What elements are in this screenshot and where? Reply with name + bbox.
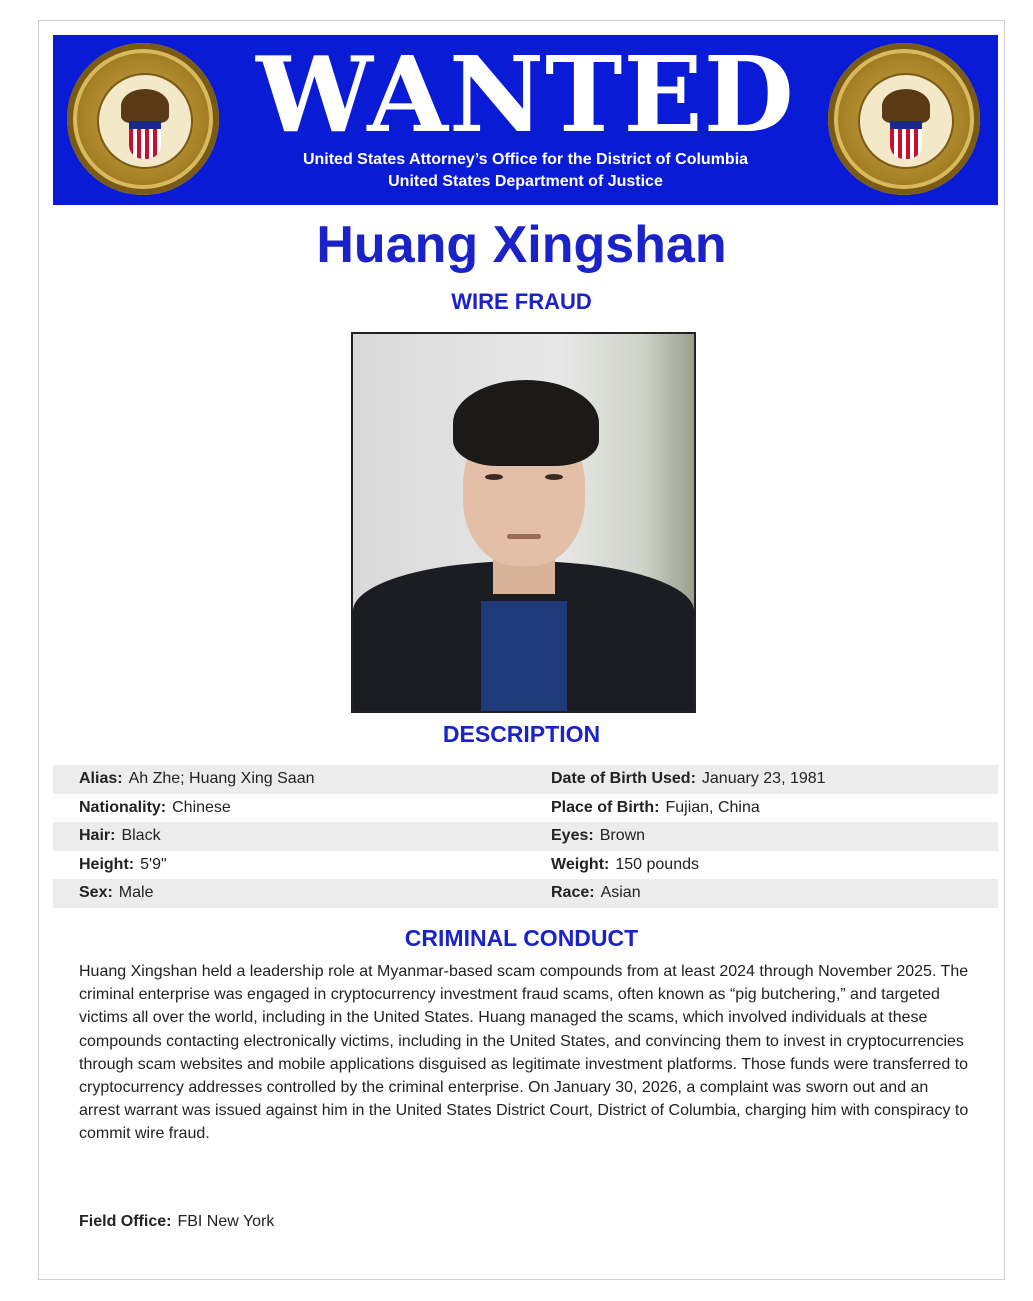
field-value: Black [121,827,161,845]
description-row [53,851,998,880]
wanted-title: WANTED [256,33,795,156]
description-table [53,765,998,908]
field-label: Eyes: [551,827,594,845]
field-label: Height: [79,855,135,873]
field-label: Nationality: [79,798,167,816]
field-label: Date of Birth Used: [551,770,696,788]
field-value: Asian [600,884,641,902]
description-row [53,822,998,851]
field-value: Fujian, China [665,798,760,816]
subject-charge: WIRE FRAUD [451,289,592,314]
field-value: Brown [599,827,646,845]
field-value: 5'9" [140,855,167,873]
field-office [79,1213,274,1231]
field-office-value: FBI New York [177,1213,275,1230]
field-value: Ah Zhe; Huang Xing Saan [128,770,315,788]
banner-department-line: United States Department of Justice [388,173,663,190]
doj-seal-icon [828,43,980,195]
subject-name: Huang Xingshan [316,216,727,274]
field-office-label: Field Office: [79,1213,172,1230]
criminal-conduct-heading: CRIMINAL CONDUCT [404,925,639,951]
field-value: 150 pounds [615,855,699,873]
field-label: Hair: [79,827,116,845]
banner-office-line: United States Attorney’s Office for the District of Columbia [302,151,749,168]
field-value: Male [118,884,154,902]
field-label: Weight: [551,855,610,873]
criminal-conduct-text: Huang Xingshan held a leadership role at Myanmar-based scam compounds from at least 2024 through November 2025. The criminal enterprise was engaged in cryptocurrency investment fraud scams, often known as “pig butchering,” and targeted victims all over the world, including in the United States. Huang managed the scams, which involved individuals at these compounds contacting electronically victims, including in the United States, and convincing them to invest in cryptocurrencies through scam websites and mobile applications disguised as legitimate investment platforms. Those funds were transferred to cryptocurrency addresses controlled by the criminal enterprise. On January 30, 2026, a complaint was sworn out and an arrest warrant was issued against him in the United States District Court, District of Columbia, charging him with conspiracy to commit wire fraud. [79,963,969,1143]
wanted-banner [53,35,998,205]
description-heading: DESCRIPTION [442,721,601,747]
field-value: January 23, 1981 [701,770,826,788]
field-label: Alias: [79,770,123,788]
field-value: Chinese [172,798,231,816]
field-label: Sex: [79,884,113,902]
description-row [53,765,998,794]
wanted-poster [38,20,1005,1280]
field-label: Race: [551,884,595,902]
subject-photo [351,332,696,713]
description-row [53,794,998,823]
field-label: Place of Birth: [551,798,660,816]
description-row [53,879,998,908]
